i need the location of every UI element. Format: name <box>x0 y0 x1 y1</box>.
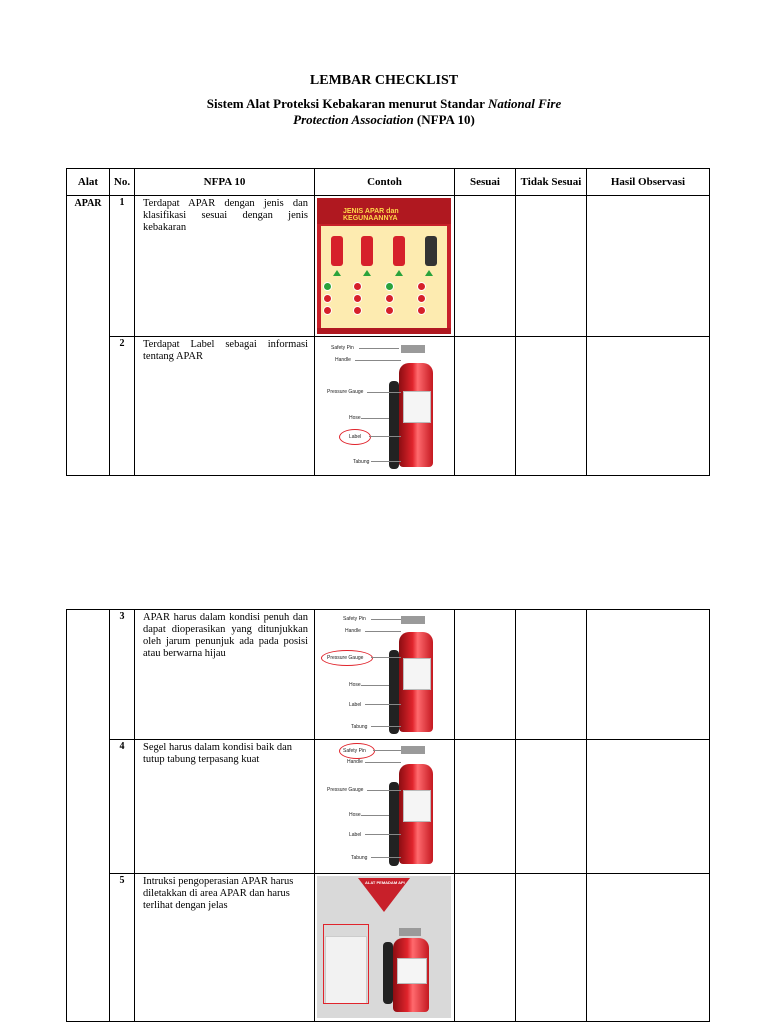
callout-handle: Handle <box>347 759 363 765</box>
alat-cell: APAR <box>67 196 110 476</box>
hasil-observasi-cell[interactable] <box>587 740 710 874</box>
callout-safety-pin: Safety Pin <box>331 345 354 351</box>
document-title: LEMBAR CHECKLIST <box>309 73 459 88</box>
requirement-text: Segel harus dalam kondisi baik dan tutup tabung terpasang kuat <box>135 740 315 874</box>
extinguisher-diagram <box>315 610 455 740</box>
instruction-photo <box>317 876 451 1018</box>
sign-text: ALAT PEMADAM API <box>365 880 405 885</box>
callout-label: Label <box>349 434 362 440</box>
row-number: 5 <box>110 874 135 1022</box>
callout-safety-pin: Safety Pin <box>343 748 366 754</box>
hasil-observasi-cell[interactable] <box>587 874 710 1022</box>
callout-safety-pin: Safety Pin <box>343 616 366 622</box>
hasil-observasi-cell[interactable] <box>587 196 710 337</box>
example-image-pressure-gauge <box>315 610 455 740</box>
callout-label: Label <box>349 832 362 838</box>
apar-types-poster <box>317 198 451 334</box>
callout-tabung: Tabung <box>351 724 368 730</box>
requirement-text: APAR harus dalam kondisi penuh dan dapat dioperasikan yang ditunjukkan oleh jarum penunjuk ada pada posisi atau berwarna hijau <box>135 610 315 740</box>
extinguisher-diagram <box>315 337 455 476</box>
table-header-row <box>67 169 710 196</box>
alat-cell <box>67 610 110 1022</box>
callout-tabung: Tabung <box>353 459 370 465</box>
hasil-observasi-cell[interactable] <box>587 610 710 740</box>
callout-handle: Handle <box>345 628 361 634</box>
sesuai-cell[interactable] <box>455 337 516 476</box>
tidak-sesuai-cell[interactable] <box>516 610 587 740</box>
col-header-nfpa: NFPA 10 <box>135 169 315 196</box>
table-row <box>67 740 710 874</box>
sesuai-cell[interactable] <box>455 874 516 1022</box>
callout-tabung: Tabung <box>351 855 368 861</box>
document-subtitle: Sistem Alat Proteksi Kebakaran menurut Standar National Fire Protection Association (NFPA 10) <box>206 96 562 127</box>
callout-handle: Handle <box>335 357 351 363</box>
sesuai-cell[interactable] <box>455 196 516 337</box>
col-header-no: No. <box>110 169 135 196</box>
col-header-contoh: Contoh <box>315 169 455 196</box>
callout-hose: Hose <box>349 415 361 421</box>
callout-pressure-gauge: Pressure Gauge <box>327 655 364 661</box>
col-header-tidak-sesuai: Tidak Sesuai <box>516 169 587 196</box>
col-header-alat: Alat <box>67 169 110 196</box>
poster-title: JENIS APAR dan KEGUNAANNYA <box>343 208 399 222</box>
tidak-sesuai-cell[interactable] <box>516 196 587 337</box>
callout-hose: Hose <box>349 812 361 818</box>
callout-pressure-gauge: Pressure Gauge <box>327 389 364 395</box>
table-row <box>67 196 710 337</box>
extinguisher-diagram <box>315 740 455 874</box>
col-header-sesuai: Sesuai <box>455 169 516 196</box>
sesuai-cell[interactable] <box>455 740 516 874</box>
requirement-text: Terdapat APAR dengan jenis dan klasifikasi sesuai dengan jenis kebakaran <box>135 196 315 337</box>
callout-pressure-gauge: Pressure Gauge <box>327 787 364 793</box>
callout-label: Label <box>349 702 362 708</box>
requirement-text: Terdapat Label sebagai informasi tentang APAR <box>135 337 315 476</box>
table-row <box>67 610 710 740</box>
row-number: 4 <box>110 740 135 874</box>
col-header-hasil-observasi: Hasil Observasi <box>587 169 710 196</box>
row-number: 1 <box>110 196 135 337</box>
example-image-poster <box>315 196 455 337</box>
sesuai-cell[interactable] <box>455 610 516 740</box>
checklist-table-1 <box>66 168 710 476</box>
tidak-sesuai-cell[interactable] <box>516 337 587 476</box>
requirement-text: Intruksi pengoperasian APAR harus diletakkan di area APAR dan harus terlihat dengan jelas <box>135 874 315 1022</box>
row-number: 2 <box>110 337 135 476</box>
hasil-observasi-cell[interactable] <box>587 337 710 476</box>
example-image-safety-pin <box>315 740 455 874</box>
tidak-sesuai-cell[interactable] <box>516 874 587 1022</box>
row-number: 3 <box>110 610 135 740</box>
instruction-highlight-box <box>323 924 369 1004</box>
table-row <box>67 874 710 1022</box>
example-image-instruction-photo <box>315 874 455 1022</box>
checklist-table-2 <box>66 609 710 1022</box>
tidak-sesuai-cell[interactable] <box>516 740 587 874</box>
callout-hose: Hose <box>349 682 361 688</box>
example-image-extinguisher-label <box>315 337 455 476</box>
table-row <box>67 337 710 476</box>
